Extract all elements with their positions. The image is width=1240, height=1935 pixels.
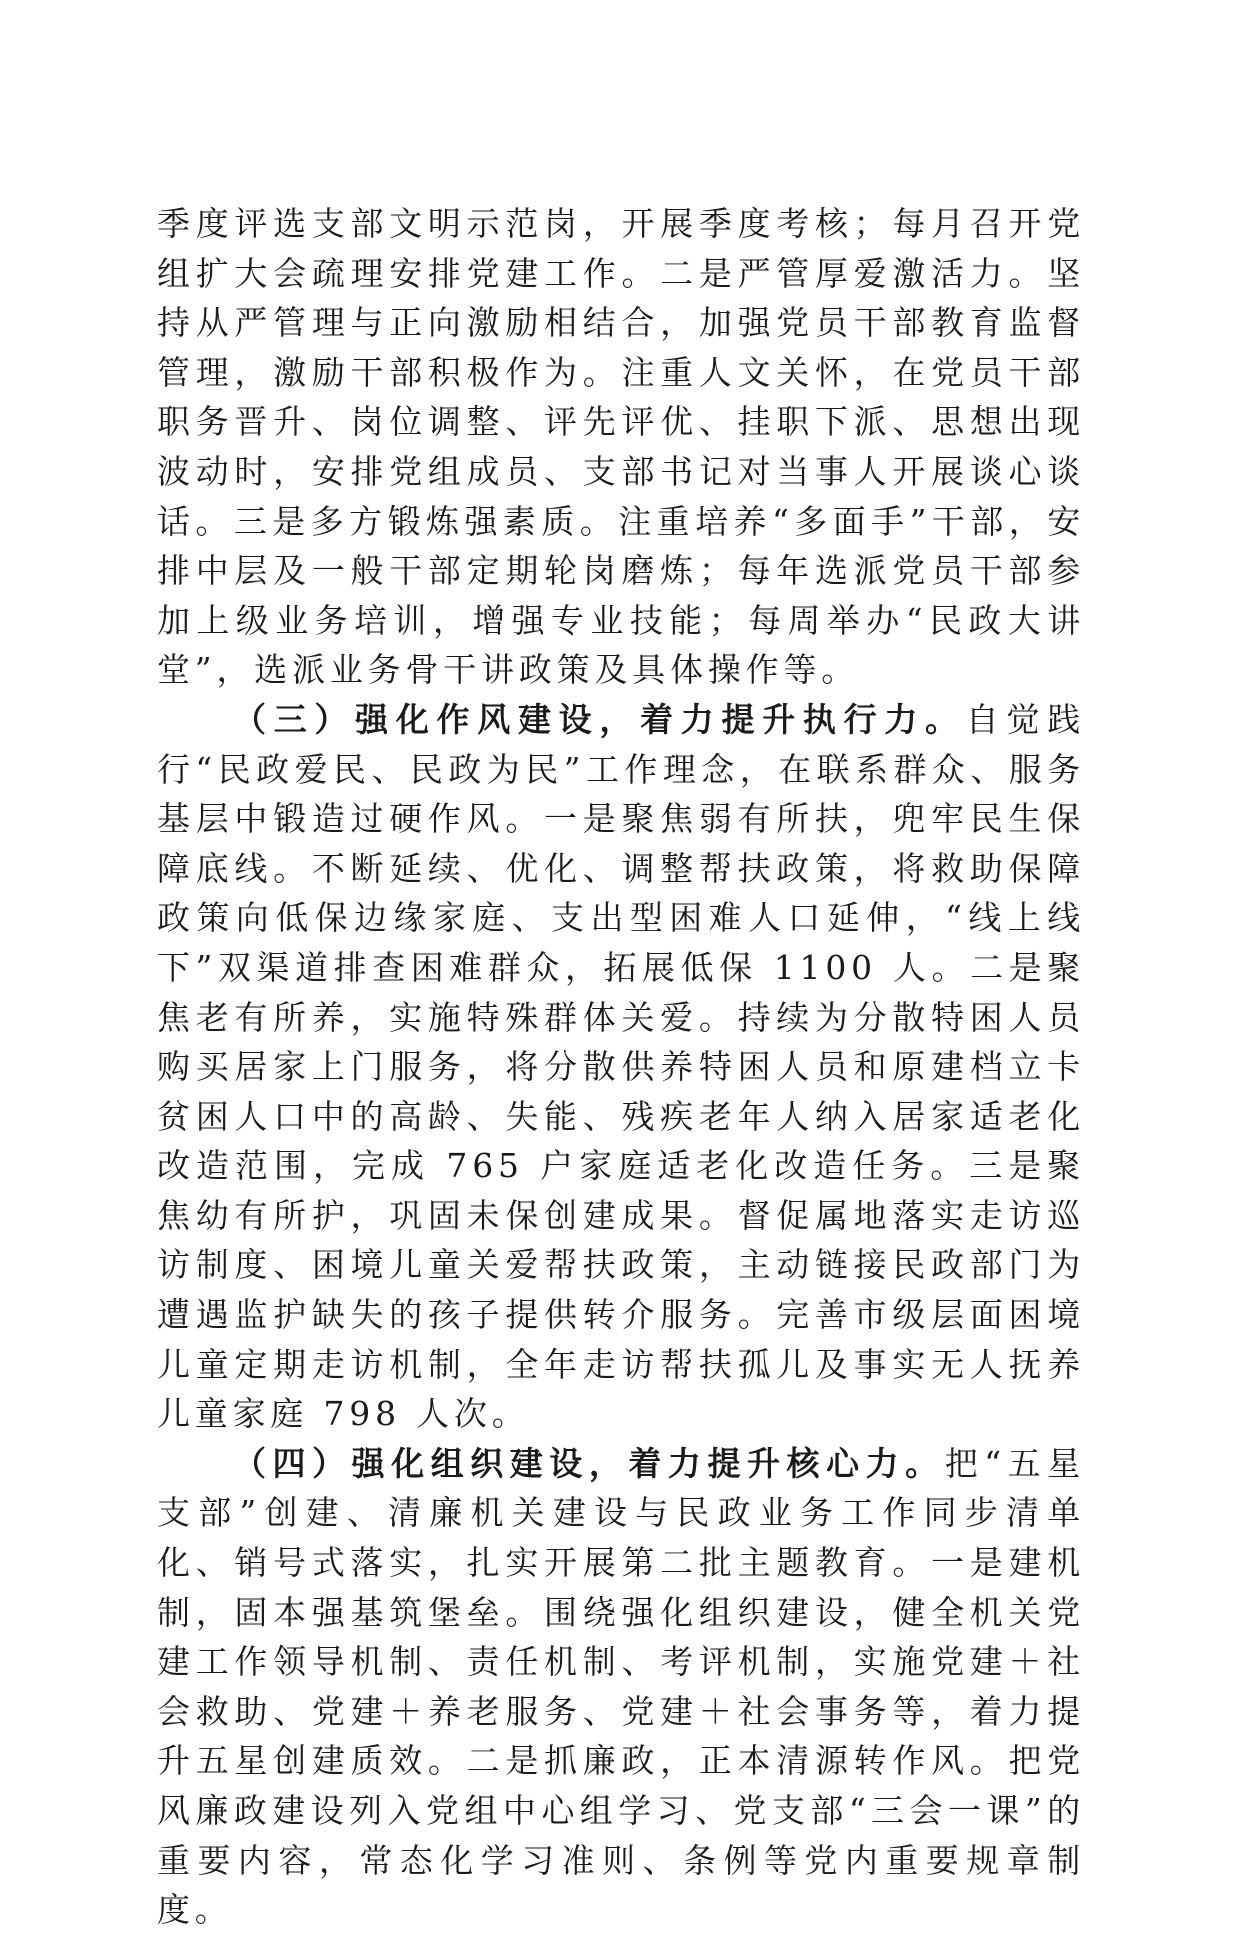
- section-heading-3: （三）强化作风建设，着力提升执行力。: [233, 699, 966, 739]
- paragraph-continuation: [157, 199, 1085, 695]
- document-body: [157, 199, 1085, 1935]
- paragraph-text: 自觉践行“民政爱民、民政为民”工作理念，在联系群众、服务基层中锻造过硬作风。一是聚焦弱有所扶，兜牢民生保障底线。不断延续、优化、调整帮扶政策，将救助保障政策向低保边缘家庭、支出型困难人口延伸，“线上线下”双渠道排查困难群众，拓展低保 1100 人。二是聚焦老有所养，实施特殊群体关爱。持续为分散特困人员购买居家上门服务，将分散供养特困人员和原建档立卡贫困人口中的高龄、失能、残疾老年人纳入居家适老化改造范围，完成 765 户家庭适老化改造任务。三是聚焦幼有所护，巩固未保创建成果。督促属地落实走访巡访制度、困境儿童关爱帮扶政策，主动链接民政部门为遭遇监护缺失的孩子提供转介服务。完善市级层面困境儿童定期走访机制，全年走访帮扶孤儿及事实无人抚养儿童家庭 798 人次。: [157, 699, 1086, 1434]
- section-heading-4: （四）强化组织建设，着力提升核心力。: [233, 1443, 945, 1483]
- paragraph-section-4: [157, 1439, 1085, 1935]
- paragraph-text: 季度评选支部文明示范岗，开展季度考核；每月召开党组扩大会疏理安排党建工作。二是严管厚爱激活力。坚持从严管理与正向激励相结合，加强党员干部教育监督管理，激励干部积极作为。注重人文关怀，在党员干部职务晋升、岗位调整、评先评优、挂职下派、思想出现波动时，安排党组成员、支部书记对当事人开展谈心谈话。三是多方锻炼强素质。注重培养“多面手”干部，安排中层及一般干部定期轮岗磨炼；每年选派党员干部参加上级业务培训，增强专业技能；每周举办“民政大讲堂”，选派业务骨干讲政策及具体操作等。: [157, 204, 1085, 690]
- paragraph-text: 把“五星支部”创建、清廉机关建设与民政业务工作同步清单化、销号式落实，扎实开展第二批主题教育。一是建机制，固本强基筑堡垒。围绕强化组织建设，健全机关党建工作领导机制、责任机制、考评机制，实施党建＋社会救助、党建＋养老服务、党建＋社会事务等，着力提升五星创建质效。二是抓廉政，正本清源转作风。把党风廉政建设列入党组中心组学习、党支部“三会一课”的重要内容，常态化学习准则、条例等党内重要规章制度。: [157, 1443, 1085, 1930]
- paragraph-section-3: [157, 695, 1085, 1439]
